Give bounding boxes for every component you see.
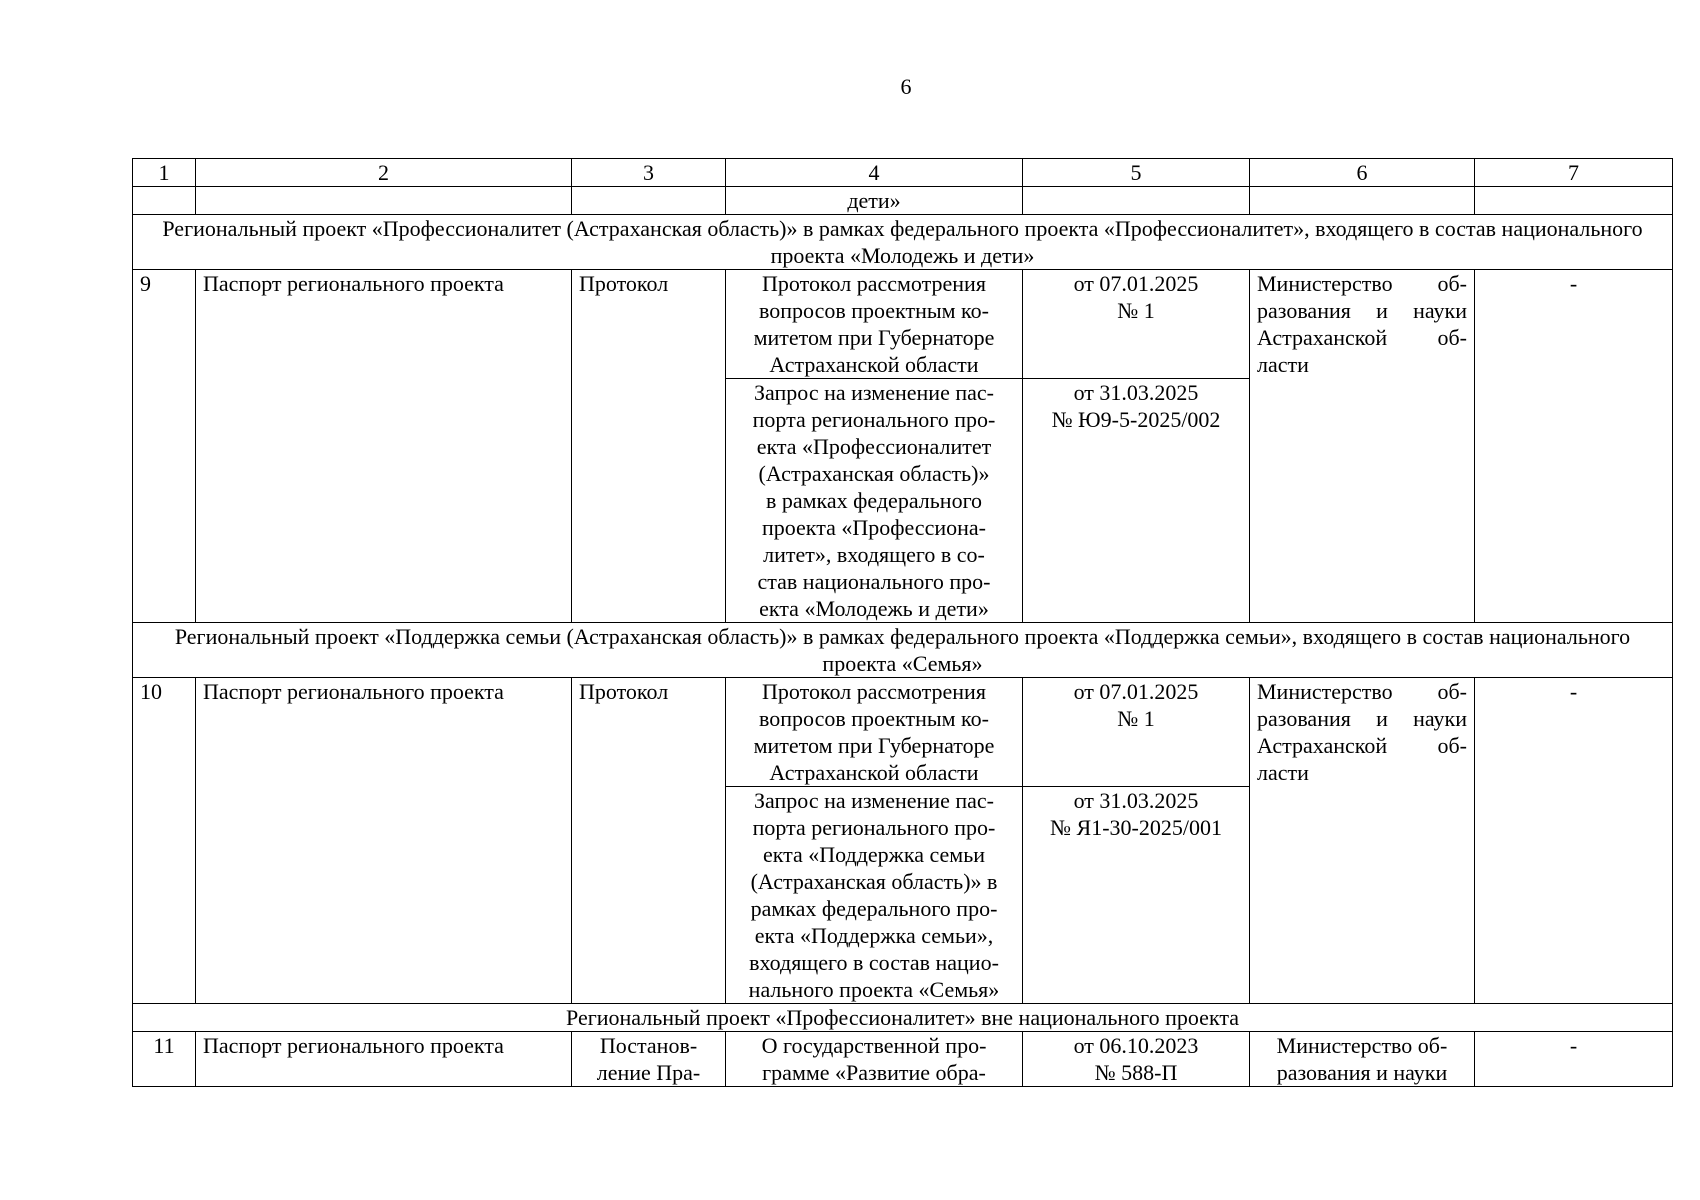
table-row: [133, 678, 1673, 787]
row-number: 9: [133, 270, 196, 623]
column-header: 1: [133, 159, 196, 187]
document-type: Протокол: [572, 270, 726, 623]
column-header: 2: [196, 159, 572, 187]
document-title: О государственной про- грамме «Развитие обра-: [726, 1032, 1023, 1087]
column-header: 7: [1475, 159, 1673, 187]
document-date: от 31.03.2025 № Я1-30-2025/001: [1023, 787, 1250, 1004]
column-header: 4: [726, 159, 1023, 187]
document-title: Протокол рассмотрения вопросов проектным ко- митетом при Губернаторе Астраханской области: [726, 270, 1023, 379]
column-header: 3: [572, 159, 726, 187]
section-title-row: [133, 623, 1673, 678]
responsible-ministry: Министерство об- разования и науки: [1250, 1032, 1475, 1087]
document-title: Запрос на изменение пас- порта регионального про- екта «Профессионалитет (Астраханская область)» в рамках федерального проекта «Профессиона- литет», входящего в со- став национального про- екта «Молодежь и дети»: [726, 379, 1023, 623]
document-type: Постанов- ление Пра-: [572, 1032, 726, 1087]
continuation-text: дети»: [726, 187, 1023, 215]
document-name: Паспорт регионального проекта: [196, 270, 572, 623]
column-header: 6: [1250, 159, 1475, 187]
table-row: [133, 1032, 1673, 1087]
table-header-row: [133, 159, 1673, 187]
document-date: от 07.01.2025 № 1: [1023, 270, 1250, 379]
row-number: 10: [133, 678, 196, 1004]
document-name: Паспорт регионального проекта: [196, 678, 572, 1004]
document-date: от 06.10.2023 № 588-П: [1023, 1032, 1250, 1087]
column-header: 5: [1023, 159, 1250, 187]
document-title: Запрос на изменение пас- порта регионального про- екта «Поддержка семьи (Астраханская область)» в рамках федерального про- екта «Поддержка семьи», входящего в состав нацио- нального проекта «Семья»: [726, 787, 1023, 1004]
section-title: Региональный проект «Профессионалитет (Астраханская область)» в рамках федерального проекта «Профессионалитет», входящего в состав национального проекта «Молодежь и дети»: [133, 215, 1673, 270]
section-title-row: [133, 1004, 1673, 1032]
note: -: [1475, 270, 1673, 623]
section-title: Региональный проект «Поддержка семьи (Астраханская область)» в рамках федерального проекта «Поддержка семьи», входящего в состав национального проекта «Семья»: [133, 623, 1673, 678]
continuation-row: [133, 187, 1673, 215]
document-title: Протокол рассмотрения вопросов проектным ко- митетом при Губернаторе Астраханской области: [726, 678, 1023, 787]
note: -: [1475, 678, 1673, 1004]
responsible-ministry: Министерство об- разования и науки Астраханской об- ласти: [1250, 678, 1475, 1004]
page-number: 6: [900, 74, 912, 99]
row-number: 11: [133, 1032, 196, 1087]
document-date: от 07.01.2025 № 1: [1023, 678, 1250, 787]
section-title: Региональный проект «Профессионалитет» вне национального проекта: [133, 1004, 1673, 1032]
table-row: [133, 270, 1673, 379]
note: -: [1475, 1032, 1673, 1087]
document-type: Протокол: [572, 678, 726, 1004]
section-title-row: [133, 215, 1673, 270]
document-name: Паспорт регионального проекта: [196, 1032, 572, 1087]
document-date: от 31.03.2025 № Ю9-5-2025/002: [1023, 379, 1250, 623]
responsible-ministry: Министерство об- разования и науки Астраханской об- ласти: [1250, 270, 1475, 623]
document-table: [132, 158, 1673, 1087]
